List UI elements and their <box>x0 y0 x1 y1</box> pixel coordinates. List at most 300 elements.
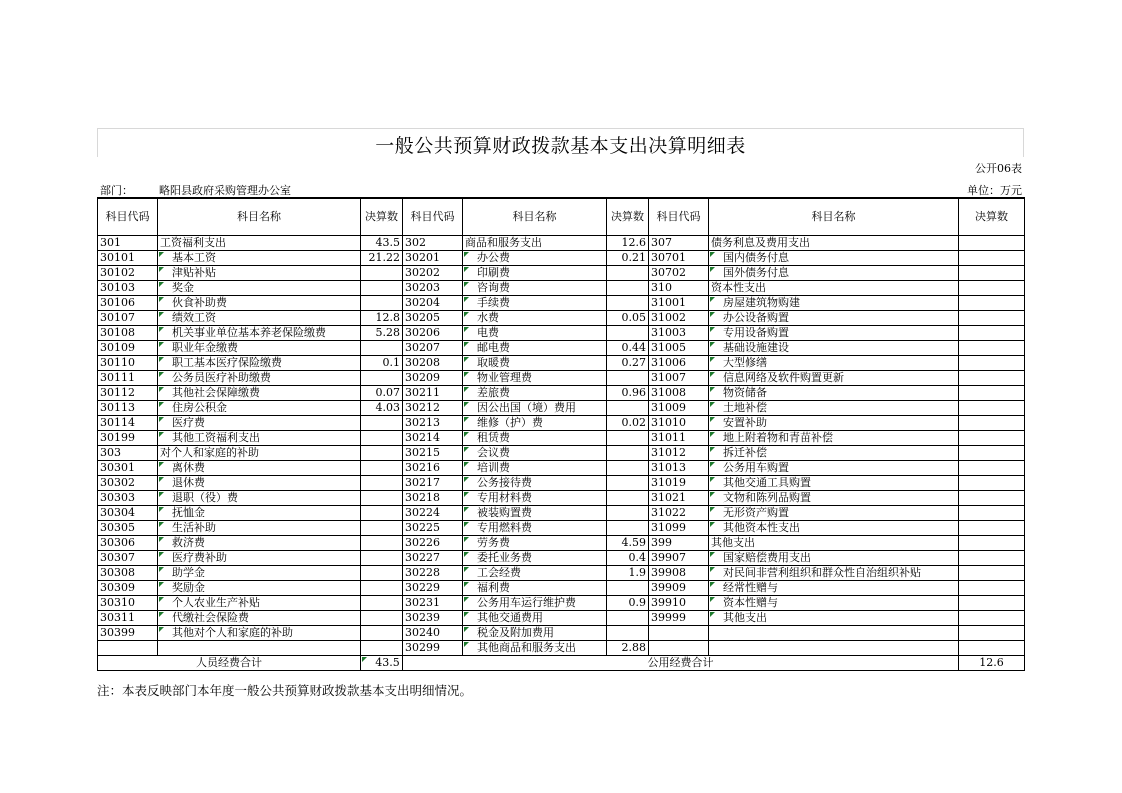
name-cell: 公务用车购置 <box>709 461 959 476</box>
code-cell: 31012 <box>649 446 709 461</box>
amount-cell <box>361 506 403 521</box>
amount-cell <box>361 266 403 281</box>
code-cell: 30701 <box>649 251 709 266</box>
name-cell: 专用材料费 <box>463 491 607 506</box>
name-cell: 工会经费 <box>463 566 607 581</box>
amount-cell <box>361 476 403 491</box>
code-cell: 30239 <box>403 611 463 626</box>
table-row <box>98 626 1025 641</box>
amount-cell: 0.9 <box>607 596 649 611</box>
amount-cell <box>361 596 403 611</box>
name-cell: 印刷费 <box>463 266 607 281</box>
table-row <box>98 371 1025 386</box>
code-cell: 39999 <box>649 611 709 626</box>
amount-cell <box>607 506 649 521</box>
name-cell: 医疗费 <box>158 416 361 431</box>
code-cell: 30214 <box>403 431 463 446</box>
code-cell: 30113 <box>98 401 158 416</box>
code-cell: 31022 <box>649 506 709 521</box>
code-cell: 31007 <box>649 371 709 386</box>
code-cell: 30226 <box>403 536 463 551</box>
name-cell: 工资福利支出 <box>158 236 361 251</box>
amount-cell <box>607 461 649 476</box>
name-cell: 国家赔偿费用支出 <box>709 551 959 566</box>
code-cell: 30207 <box>403 341 463 356</box>
amount-cell <box>959 236 1025 251</box>
amount-cell: 0.1 <box>361 356 403 371</box>
table-row <box>98 386 1025 401</box>
code-cell <box>98 641 158 656</box>
department-name: 略阳县政府采购管理办公室 <box>159 184 291 197</box>
totals-row <box>98 656 1025 671</box>
public-total-value: 12.6 <box>959 656 1025 671</box>
name-cell: 办公设备购置 <box>709 311 959 326</box>
table-row <box>98 506 1025 521</box>
code-cell: 307 <box>649 236 709 251</box>
code-cell: 30227 <box>403 551 463 566</box>
amount-cell <box>959 446 1025 461</box>
name-cell: 安置补助 <box>709 416 959 431</box>
code-cell: 39910 <box>649 596 709 611</box>
amount-cell: 43.5 <box>361 236 403 251</box>
name-cell: 咨询费 <box>463 281 607 296</box>
public-total-label: 公用经费合计 <box>403 656 959 671</box>
code-cell: 30305 <box>98 521 158 536</box>
code-cell <box>649 626 709 641</box>
name-cell: 离休费 <box>158 461 361 476</box>
amount-cell <box>607 521 649 536</box>
amount-cell: 5.28 <box>361 326 403 341</box>
table-row <box>98 416 1025 431</box>
code-cell: 30225 <box>403 521 463 536</box>
name-cell: 大型修缮 <box>709 356 959 371</box>
code-cell: 30106 <box>98 296 158 311</box>
amount-cell: 0.05 <box>607 311 649 326</box>
code-cell: 30302 <box>98 476 158 491</box>
code-cell: 30110 <box>98 356 158 371</box>
table-row <box>98 446 1025 461</box>
code-cell: 31010 <box>649 416 709 431</box>
name-cell: 物资储备 <box>709 386 959 401</box>
code-cell: 30108 <box>98 326 158 341</box>
amount-cell <box>959 596 1025 611</box>
code-cell: 399 <box>649 536 709 551</box>
name-cell <box>709 626 959 641</box>
name-cell: 其他支出 <box>709 611 959 626</box>
amount-cell <box>607 476 649 491</box>
name-cell: 抚恤金 <box>158 506 361 521</box>
name-cell: 手续费 <box>463 296 607 311</box>
personnel-total-label: 人员经费合计 <box>98 656 361 671</box>
amount-cell <box>361 461 403 476</box>
code-cell: 30211 <box>403 386 463 401</box>
code-cell: 30231 <box>403 596 463 611</box>
report-sheet <box>97 128 1024 698</box>
amount-cell: 0.02 <box>607 416 649 431</box>
code-cell: 30101 <box>98 251 158 266</box>
table-row <box>98 251 1025 266</box>
table-row <box>98 596 1025 611</box>
header-cell: 科目代码 <box>403 198 463 236</box>
name-cell: 其他社会保障缴费 <box>158 386 361 401</box>
amount-cell <box>959 416 1025 431</box>
code-cell: 30311 <box>98 611 158 626</box>
name-cell: 公务用车运行维护费 <box>463 596 607 611</box>
meta-row <box>97 181 1024 197</box>
name-cell: 绩效工资 <box>158 311 361 326</box>
name-cell: 其他资本性支出 <box>709 521 959 536</box>
table-row <box>98 236 1025 251</box>
table-row <box>98 296 1025 311</box>
code-cell: 30204 <box>403 296 463 311</box>
name-cell: 医疗费补助 <box>158 551 361 566</box>
amount-cell: 4.03 <box>361 401 403 416</box>
name-cell: 资本性赠与 <box>709 596 959 611</box>
amount-cell <box>959 341 1025 356</box>
name-cell: 公务员医疗补助缴费 <box>158 371 361 386</box>
code-cell: 31021 <box>649 491 709 506</box>
name-cell: 无形资产购置 <box>709 506 959 521</box>
name-cell: 专用设备购置 <box>709 326 959 341</box>
amount-cell <box>959 626 1025 641</box>
personnel-total-value: 43.5 <box>361 656 403 671</box>
table-row <box>98 521 1025 536</box>
name-cell: 拆迁补偿 <box>709 446 959 461</box>
code-cell: 301 <box>98 236 158 251</box>
amount-cell <box>361 296 403 311</box>
code-cell: 31001 <box>649 296 709 311</box>
name-cell: 退职（役）费 <box>158 491 361 506</box>
amount-cell <box>361 341 403 356</box>
name-cell: 机关事业单位基本养老保险缴费 <box>158 326 361 341</box>
name-cell: 租赁费 <box>463 431 607 446</box>
name-cell: 基本工资 <box>158 251 361 266</box>
table-row <box>98 266 1025 281</box>
code-cell: 310 <box>649 281 709 296</box>
code-cell: 30218 <box>403 491 463 506</box>
code-cell: 30107 <box>98 311 158 326</box>
name-cell: 取暖费 <box>463 356 607 371</box>
name-cell: 职业年金缴费 <box>158 341 361 356</box>
name-cell <box>158 641 361 656</box>
table-row <box>98 536 1025 551</box>
name-cell: 经常性赠与 <box>709 581 959 596</box>
code-cell: 303 <box>98 446 158 461</box>
name-cell: 其他支出 <box>709 536 959 551</box>
amount-cell <box>959 611 1025 626</box>
name-cell: 代缴社会保险费 <box>158 611 361 626</box>
amount-cell: 12.6 <box>607 236 649 251</box>
code-cell: 31099 <box>649 521 709 536</box>
name-cell: 基础设施建设 <box>709 341 959 356</box>
code-cell: 30310 <box>98 596 158 611</box>
table-row <box>98 551 1025 566</box>
code-cell: 39907 <box>649 551 709 566</box>
code-cell: 39909 <box>649 581 709 596</box>
name-cell: 被装购置费 <box>463 506 607 521</box>
table-row <box>98 491 1025 506</box>
amount-cell <box>361 491 403 506</box>
name-cell: 水费 <box>463 311 607 326</box>
name-cell: 因公出国（境）费用 <box>463 401 607 416</box>
amount-cell <box>959 581 1025 596</box>
name-cell: 债务利息及费用支出 <box>709 236 959 251</box>
amount-cell <box>361 611 403 626</box>
amount-cell <box>607 611 649 626</box>
code-cell: 30228 <box>403 566 463 581</box>
code-cell: 39908 <box>649 566 709 581</box>
code-cell: 30216 <box>403 461 463 476</box>
amount-cell <box>607 281 649 296</box>
table-row <box>98 476 1025 491</box>
header-cell: 科目名称 <box>158 198 361 236</box>
name-cell: 个人农业生产补贴 <box>158 596 361 611</box>
title-row <box>97 128 1024 157</box>
amount-cell <box>959 491 1025 506</box>
header-cell: 科目代码 <box>649 198 709 236</box>
amount-cell <box>607 446 649 461</box>
name-cell: 对民间非营利组织和群众性自治组织补贴 <box>709 566 959 581</box>
code-cell: 30208 <box>403 356 463 371</box>
code-cell: 31009 <box>649 401 709 416</box>
name-cell: 劳务费 <box>463 536 607 551</box>
name-cell: 其他商品和服务支出 <box>463 641 607 656</box>
table-row <box>98 611 1025 626</box>
name-cell: 文物和陈列品购置 <box>709 491 959 506</box>
expenditure-table <box>97 197 1025 671</box>
amount-cell <box>959 431 1025 446</box>
name-cell: 津贴补贴 <box>158 266 361 281</box>
amount-cell <box>361 431 403 446</box>
amount-cell <box>959 311 1025 326</box>
amount-cell <box>959 641 1025 656</box>
amount-cell <box>959 551 1025 566</box>
amount-cell <box>959 521 1025 536</box>
code-cell: 30114 <box>98 416 158 431</box>
code-cell: 30109 <box>98 341 158 356</box>
name-cell: 差旅费 <box>463 386 607 401</box>
table-row <box>98 341 1025 356</box>
amount-cell: 21.22 <box>361 251 403 266</box>
name-cell: 电费 <box>463 326 607 341</box>
amount-cell <box>361 536 403 551</box>
amount-cell <box>959 461 1025 476</box>
amount-cell <box>361 281 403 296</box>
amount-cell <box>959 281 1025 296</box>
code-cell: 30306 <box>98 536 158 551</box>
amount-cell <box>361 416 403 431</box>
code-cell: 302 <box>403 236 463 251</box>
amount-cell <box>959 536 1025 551</box>
code-cell: 30217 <box>403 476 463 491</box>
code-cell: 30215 <box>403 446 463 461</box>
code-cell: 31006 <box>649 356 709 371</box>
amount-cell <box>361 626 403 641</box>
amount-cell <box>607 626 649 641</box>
amount-cell <box>607 581 649 596</box>
name-cell: 福利费 <box>463 581 607 596</box>
code-cell: 30399 <box>98 626 158 641</box>
code-cell: 30229 <box>403 581 463 596</box>
amount-cell <box>607 266 649 281</box>
amount-cell <box>361 446 403 461</box>
amount-cell <box>607 401 649 416</box>
name-cell: 退休费 <box>158 476 361 491</box>
amount-cell: 0.96 <box>607 386 649 401</box>
form-number: 公开06表 <box>975 162 1022 175</box>
name-cell <box>709 641 959 656</box>
amount-cell: 4.59 <box>607 536 649 551</box>
name-cell: 资本性支出 <box>709 281 959 296</box>
code-cell: 30103 <box>98 281 158 296</box>
name-cell: 委托业务费 <box>463 551 607 566</box>
code-cell: 30201 <box>403 251 463 266</box>
code-cell: 30213 <box>403 416 463 431</box>
amount-cell <box>959 251 1025 266</box>
footnote: 注：本表反映部门本年度一般公共预算财政拨款基本支出明细情况。 <box>97 683 473 698</box>
name-cell: 会议费 <box>463 446 607 461</box>
name-cell: 国内债务付息 <box>709 251 959 266</box>
report-title: 一般公共预算财政拨款基本支出决算明细表 <box>375 135 746 157</box>
amount-cell: 0.07 <box>361 386 403 401</box>
name-cell: 信息网络及软件购置更新 <box>709 371 959 386</box>
name-cell: 伙食补助费 <box>158 296 361 311</box>
code-cell: 31013 <box>649 461 709 476</box>
code-cell: 30301 <box>98 461 158 476</box>
name-cell: 国外债务付息 <box>709 266 959 281</box>
amount-cell <box>607 431 649 446</box>
code-cell: 30303 <box>98 491 158 506</box>
amount-cell <box>361 551 403 566</box>
code-cell: 30206 <box>403 326 463 341</box>
name-cell: 邮电费 <box>463 341 607 356</box>
name-cell: 培训费 <box>463 461 607 476</box>
amount-cell <box>361 371 403 386</box>
amount-cell <box>959 356 1025 371</box>
amount-cell <box>959 386 1025 401</box>
table-row <box>98 566 1025 581</box>
header-cell: 决算数 <box>361 198 403 236</box>
name-cell: 其他对个人和家庭的补助 <box>158 626 361 641</box>
name-cell: 生活补助 <box>158 521 361 536</box>
name-cell: 维修（护）费 <box>463 416 607 431</box>
code-cell: 30112 <box>98 386 158 401</box>
name-cell: 税金及附加费用 <box>463 626 607 641</box>
code-cell: 31005 <box>649 341 709 356</box>
name-cell: 房屋建筑物购建 <box>709 296 959 311</box>
amount-cell <box>607 326 649 341</box>
code-cell: 30309 <box>98 581 158 596</box>
code-cell: 31019 <box>649 476 709 491</box>
amount-cell <box>607 371 649 386</box>
code-cell: 31003 <box>649 326 709 341</box>
amount-cell <box>361 641 403 656</box>
amount-cell <box>361 521 403 536</box>
code-cell: 30304 <box>98 506 158 521</box>
amount-cell <box>361 566 403 581</box>
table-row <box>98 431 1025 446</box>
amount-cell <box>959 566 1025 581</box>
table-row <box>98 581 1025 596</box>
table-header-row <box>98 198 1025 236</box>
name-cell: 办公费 <box>463 251 607 266</box>
code-cell: 30308 <box>98 566 158 581</box>
header-cell: 决算数 <box>607 198 649 236</box>
header-cell: 科目名称 <box>709 198 959 236</box>
amount-cell <box>959 371 1025 386</box>
code-cell: 30224 <box>403 506 463 521</box>
code-cell: 31002 <box>649 311 709 326</box>
name-cell: 助学金 <box>158 566 361 581</box>
name-cell: 其他交通工具购置 <box>709 476 959 491</box>
header-cell: 科目名称 <box>463 198 607 236</box>
amount-cell <box>607 491 649 506</box>
name-cell: 专用燃料费 <box>463 521 607 536</box>
amount-cell <box>959 401 1025 416</box>
amount-cell: 0.21 <box>607 251 649 266</box>
table-row <box>98 281 1025 296</box>
code-cell: 30209 <box>403 371 463 386</box>
amount-cell: 0.4 <box>607 551 649 566</box>
amount-cell: 2.88 <box>607 641 649 656</box>
header-cell: 科目代码 <box>98 198 158 236</box>
name-cell: 奖励金 <box>158 581 361 596</box>
code-cell: 30205 <box>403 311 463 326</box>
name-cell: 对个人和家庭的补助 <box>158 446 361 461</box>
code-cell: 30212 <box>403 401 463 416</box>
amount-cell <box>959 476 1025 491</box>
name-cell: 职工基本医疗保险缴费 <box>158 356 361 371</box>
table-row <box>98 641 1025 656</box>
code-cell: 30199 <box>98 431 158 446</box>
table-row <box>98 326 1025 341</box>
amount-cell: 0.44 <box>607 341 649 356</box>
unit-label: 单位：万元 <box>967 184 1022 197</box>
amount-cell <box>959 506 1025 521</box>
table-body <box>98 236 1025 656</box>
code-cell: 30307 <box>98 551 158 566</box>
code-cell: 30111 <box>98 371 158 386</box>
name-cell: 奖金 <box>158 281 361 296</box>
table-row <box>98 461 1025 476</box>
code-cell: 30240 <box>403 626 463 641</box>
amount-cell <box>959 266 1025 281</box>
amount-cell <box>607 296 649 311</box>
code-cell: 31008 <box>649 386 709 401</box>
code-cell: 30702 <box>649 266 709 281</box>
name-cell: 其他工资福利支出 <box>158 431 361 446</box>
name-cell: 住房公积金 <box>158 401 361 416</box>
name-cell: 地上附着物和青苗补偿 <box>709 431 959 446</box>
name-cell: 物业管理费 <box>463 371 607 386</box>
amount-cell <box>361 581 403 596</box>
amount-cell <box>959 296 1025 311</box>
name-cell: 商品和服务支出 <box>463 236 607 251</box>
amount-cell: 12.8 <box>361 311 403 326</box>
name-cell: 其他交通费用 <box>463 611 607 626</box>
code-cell: 30202 <box>403 266 463 281</box>
code-cell: 30203 <box>403 281 463 296</box>
amount-cell <box>959 326 1025 341</box>
name-cell: 土地补偿 <box>709 401 959 416</box>
table-row <box>98 311 1025 326</box>
table-row <box>98 356 1025 371</box>
header-cell: 决算数 <box>959 198 1025 236</box>
code-cell: 30299 <box>403 641 463 656</box>
department-label: 部门： <box>100 184 133 197</box>
table-row <box>98 401 1025 416</box>
amount-cell: 1.9 <box>607 566 649 581</box>
